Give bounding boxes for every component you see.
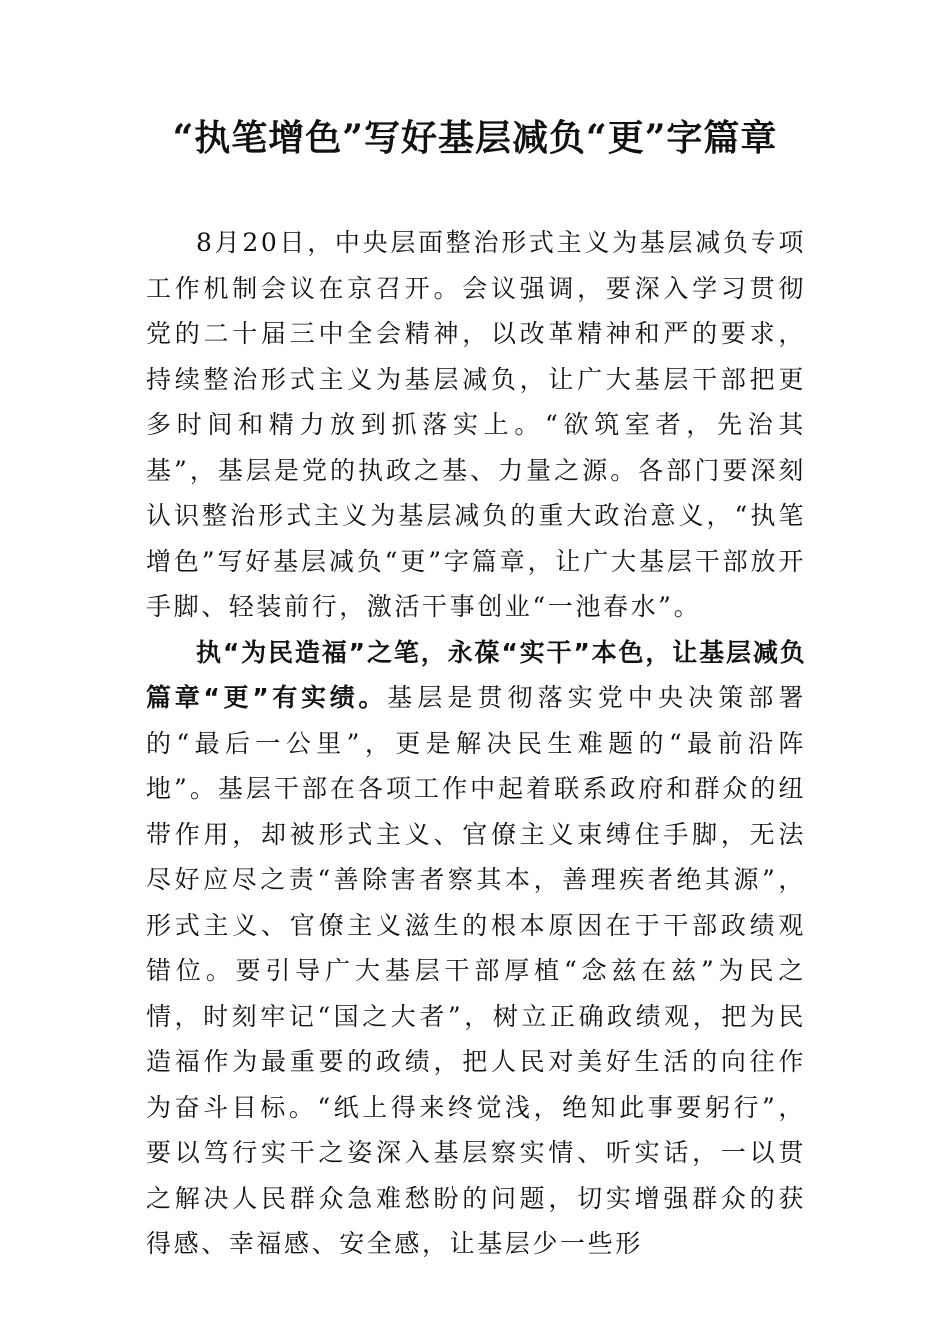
document-title: “执笔增色”写好基层减负“更”字篇章: [172, 117, 778, 159]
paragraph-2: [146, 630, 806, 1267]
paragraph-2-text: 基层是贯彻落实党中央决策部署的“最后一公里”，更是解决民生难题的“最前沿阵地”。基层干部在各项工作中起着联系政府和群众的纽带作用，却被形式主义、官僚主义束缚住手脚，无法尽好应尽之责“善除害者察其本，善理疾者绝其源”，形式主义、官僚主义滋生的根本原因在于干部政绩观错位。要引导广大基层干部厚植“念兹在兹”为民之情，时刻牢记“国之大者”，树立正确政绩观，把为民造福作为最重要的政绩，把人民对美好生活的向往作为奋斗目标。“纸上得来终觉浅，绝知此事要躬行”，要以笃行实干之姿深入基层察实情、听实话，一以贯之解决人民群众急难愁盼的问题，切实增强群众的获得感、幸福感、安全感，让基层少一些形: [146, 683, 806, 1258]
paragraph-1-text: 8月20日，中央层面整治形式主义为基层减负专项工作机制会议在京召开。会议强调，要深入学习贯彻党的二十届三中全会精神，以改革精神和严的要求，持续整治形式主义为基层减负，让广大基层干部把更多时间和精力放到抓落实上。“欲筑室者，先治其基”，基层是党的执政之基、力量之源。各部门要深刻认识整治形式主义为基层减负的重大政治意义，“执笔增色”写好基层减负“更”字篇章，让广大基层干部放开手脚、轻装前行，激活干事创业“一池春水”。: [146, 228, 806, 621]
paragraph-2-lead-sentence: 执“为民造福”之笔，永葆“实干”本色，让基层减负篇章“更”有实绩。: [146, 637, 806, 712]
document-body: [146, 220, 806, 1267]
paragraph-1: [146, 220, 806, 630]
